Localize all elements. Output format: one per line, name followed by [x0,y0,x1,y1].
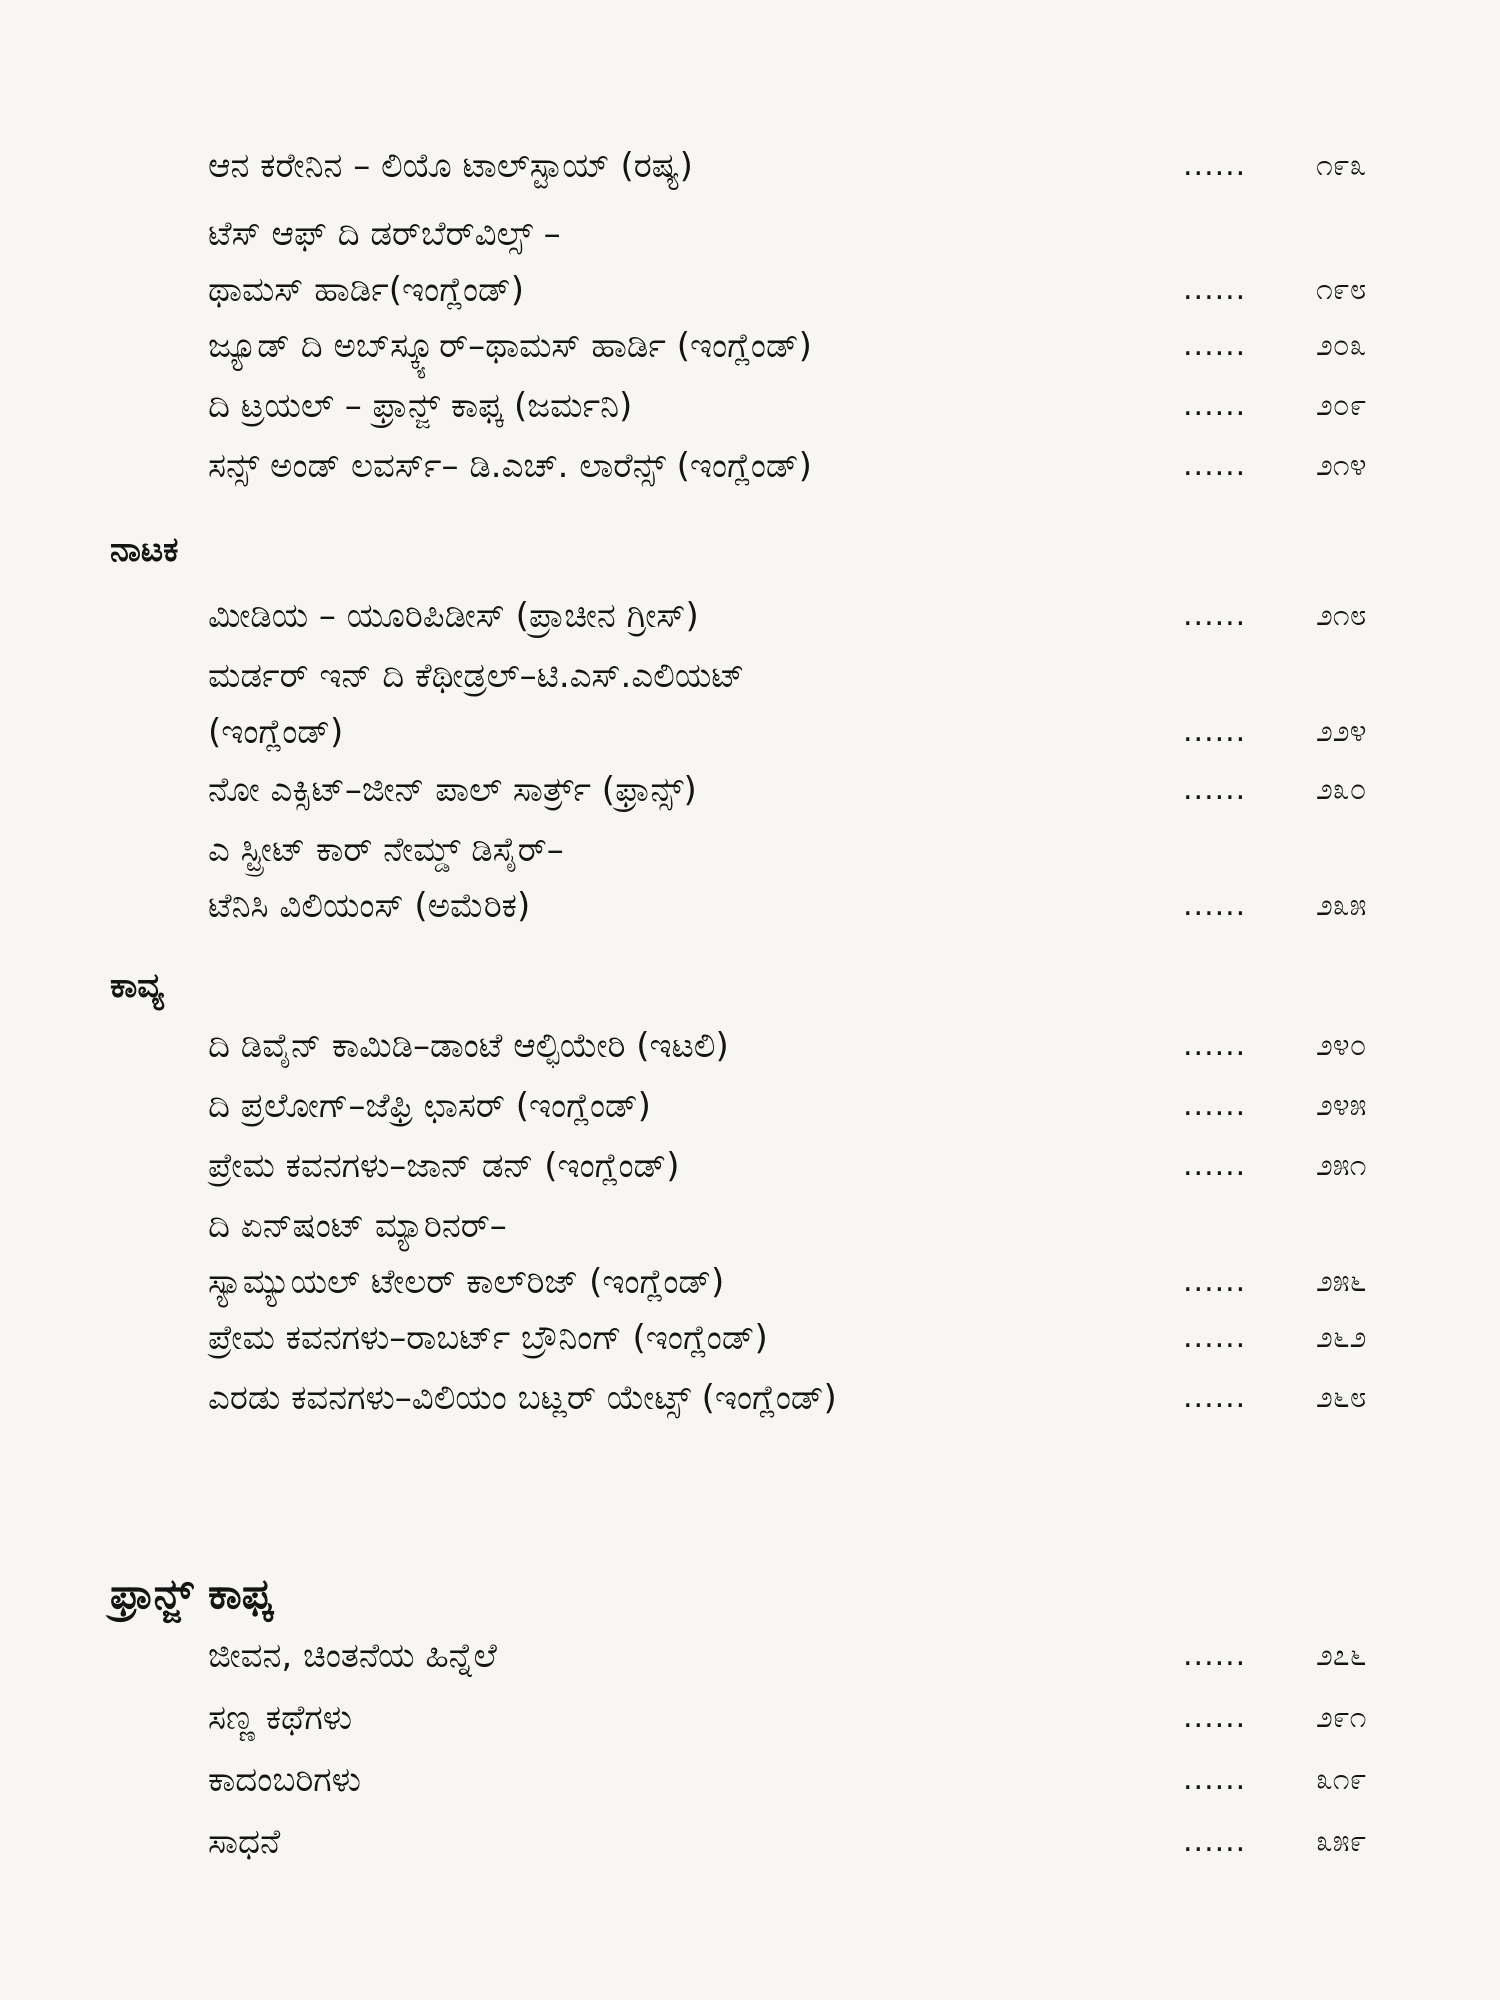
toc-entry [208,822,1388,934]
toc-entry [208,1310,1388,1366]
section-heading-drama: ನಾಟಕ [110,530,179,570]
entry-title: ನೋ ಎಕ್ಸಿಟ್–ಜೀನ್ ಪಾಲ್ ಸಾರ್ತ್ರ್ (ಫ್ರಾನ್ಸ್) [208,770,697,810]
entry-title: ಮೀಡಿಯ – ಯೂರಿಪಿಡೀಸ್ (ಪ್ರಾಚೀನ ಗ್ರೀಸ್) [208,596,699,636]
toc-entry [208,1752,1388,1808]
entry-title: ದಿ ಟ್ರಯಲ್ – ಫ್ರಾನ್ಜ್ ಕಾಫ್ಕ (ಜರ್ಮನಿ) [208,386,633,426]
entry-title: ಸಣ್ಣ ಕಥೆಗಳು [208,1698,353,1738]
entry-title-continued: (ಇಂಗ್ಲೆಂಡ್) [208,712,344,752]
leader-dots: ...... [1183,148,1247,183]
page-number: ೨೦೩ [1316,328,1367,363]
page-number: ೨೧೪ [1316,448,1367,483]
toc-entry [208,648,1388,760]
entry-title: ಜೀವನ, ಚಿಂತನೆಯ ಹಿನ್ನೆಲೆ [208,1636,497,1676]
page-number: ೧೯೩ [1316,148,1367,183]
leader-dots: ...... [1183,388,1247,423]
entry-title: ದಿ ಏನ್‌ಷಂಟ್ ಮ್ಯಾರಿನರ್– [208,1206,507,1246]
toc-entry [208,438,1388,494]
page-number: ೨೪೫ [1316,1088,1367,1123]
entry-title-continued: ಥಾಮಸ್ ಹಾರ್ಡಿ(ಇಂಗ್ಲೆಂಡ್) [208,270,525,310]
page-number: ೨೪೦ [1316,1028,1367,1063]
page-number: ೨೬೨ [1316,1320,1367,1355]
page-number: ೨೫೧ [1316,1148,1367,1183]
entry-title: ಎ ಸ್ಟ್ರೀಟ್ ಕಾರ್ ನೇಮ್ಡ್ ಡಿಸೈರ್– [208,830,564,870]
entry-title: ಎರಡು ಕವನಗಳು–ವಿಲಿಯಂ ಬಟ್ಲರ್ ಯೇಟ್ಸ್ (ಇಂಗ್ಲೆಂಡ್) [208,1378,837,1418]
leader-dots: ...... [1183,598,1247,633]
leader-dots: ...... [1183,272,1247,307]
leader-dots: ...... [1183,328,1247,363]
page-number: ೨೨೪ [1316,714,1367,749]
page-number: ೨೭೬ [1316,1638,1367,1673]
entry-title: ಮರ್ಡರ್ ಇನ್ ದಿ ಕೆಥೀಡ್ರಲ್–ಟಿ.ಎಸ್.ಎಲಿಯಟ್ [208,656,745,696]
leader-dots: ...... [1183,1824,1247,1859]
page-number: ೨೯೧ [1316,1700,1367,1735]
page-number: ೨೧೮ [1316,598,1367,633]
entry-title: ಆನ ಕರೇನಿನ – ಲಿಯೊ ಟಾಲ್‌ಸ್ಟಾಯ್ (ರಷ್ಯ) [208,146,693,186]
toc-entry [208,318,1388,374]
page-number: ೨೩೦ [1316,772,1367,807]
page-number: ೩೧೯ [1316,1762,1367,1797]
leader-dots: ...... [1183,448,1247,483]
toc-entry [208,588,1388,644]
leader-dots: ...... [1183,888,1247,923]
toc-entry [208,1690,1388,1746]
toc-entry [208,1018,1388,1074]
entry-title: ಸಾಧನೆ [208,1822,281,1862]
entry-title-continued: ಟೆನಿಸಿ ವಿಲಿಯಂಸ್ (ಅಮೆರಿಕ) [208,886,531,926]
toc-entry [208,378,1388,434]
entry-title: ಪ್ರೇಮ ಕವನಗಳು–ರಾಬರ್ಟ್ ಬ್ರೌನಿಂಗ್ (ಇಂಗ್ಲೆಂಡ್) [208,1318,768,1358]
toc-entry [208,1628,1388,1684]
leader-dots: ...... [1183,1264,1247,1299]
section-heading-kafka: ಫ್ರಾನ್ಜ್ ಕಾಫ್ಕ [110,1569,273,1618]
entry-title: ಪ್ರೇಮ ಕವನಗಳು–ಜಾನ್ ಡನ್ (ಇಂಗ್ಲೆಂಡ್) [208,1146,680,1186]
toc-entry [208,138,1388,194]
toc-entry [208,1198,1388,1310]
page-number: ೨೫೬ [1316,1264,1367,1299]
toc-entry [208,762,1388,818]
page-number: ೩೫೯ [1316,1824,1367,1859]
page-number: ೧೯೮ [1316,272,1367,307]
toc-entry [208,206,1388,318]
leader-dots: ...... [1183,1148,1247,1183]
entry-title: ದಿ ಪ್ರಲೋಗ್–ಜೆಫ್ರಿ ಛಾಸರ್ (ಇಂಗ್ಲೆಂಡ್) [208,1086,651,1126]
toc-entry [208,1138,1388,1194]
entry-title: ಟೆಸ್ ಆಫ್ ದಿ ಡರ್‌ಬೆರ್‌ವಿಲ್ಸ್ – [208,214,561,254]
entry-title-continued: ಸ್ಯಾಮ್ಯುಯಲ್ ಟೇಲರ್ ಕಾಲ್‌ರಿಜ್ (ಇಂಗ್ಲೆಂಡ್) [208,1262,725,1302]
page-number: ೨೬೮ [1316,1380,1367,1415]
leader-dots: ...... [1183,1762,1247,1797]
entry-title: ಸನ್ಸ್ ಅಂಡ್ ಲವರ್ಸ್– ಡಿ.ಎಚ್. ಲಾರೆನ್ಸ್ (ಇಂಗ್ಲೆಂಡ್) [208,446,812,486]
toc-entry [208,1078,1388,1134]
leader-dots: ...... [1183,1380,1247,1415]
page-number: ೨೩೫ [1316,888,1367,923]
leader-dots: ...... [1183,1028,1247,1063]
leader-dots: ...... [1183,714,1247,749]
leader-dots: ...... [1183,1320,1247,1355]
entry-title: ಕಾದಂಬರಿಗಳು [208,1760,361,1800]
toc-entry [208,1370,1388,1426]
leader-dots: ...... [1183,772,1247,807]
entry-title: ಜ್ಯೂಡ್ ದಿ ಅಬ್‌ಸ್ಕ್ಯೂರ್–ಥಾಮಸ್ ಹಾರ್ಡಿ (ಇಂಗ್ಲೆಂಡ್) [208,326,812,366]
entry-title: ದಿ ಡಿವೈನ್ ಕಾಮಿಡಿ–ಡಾಂಟೆ ಆಲ್ಫಿಯೇರಿ (ಇಟಲಿ) [208,1026,729,1066]
leader-dots: ...... [1183,1700,1247,1735]
section-heading-poetry: ಕಾವ್ಯ [110,966,164,1006]
toc-entry [208,1814,1388,1870]
leader-dots: ...... [1183,1638,1247,1673]
leader-dots: ...... [1183,1088,1247,1123]
page-number: ೨೦೯ [1316,388,1367,423]
